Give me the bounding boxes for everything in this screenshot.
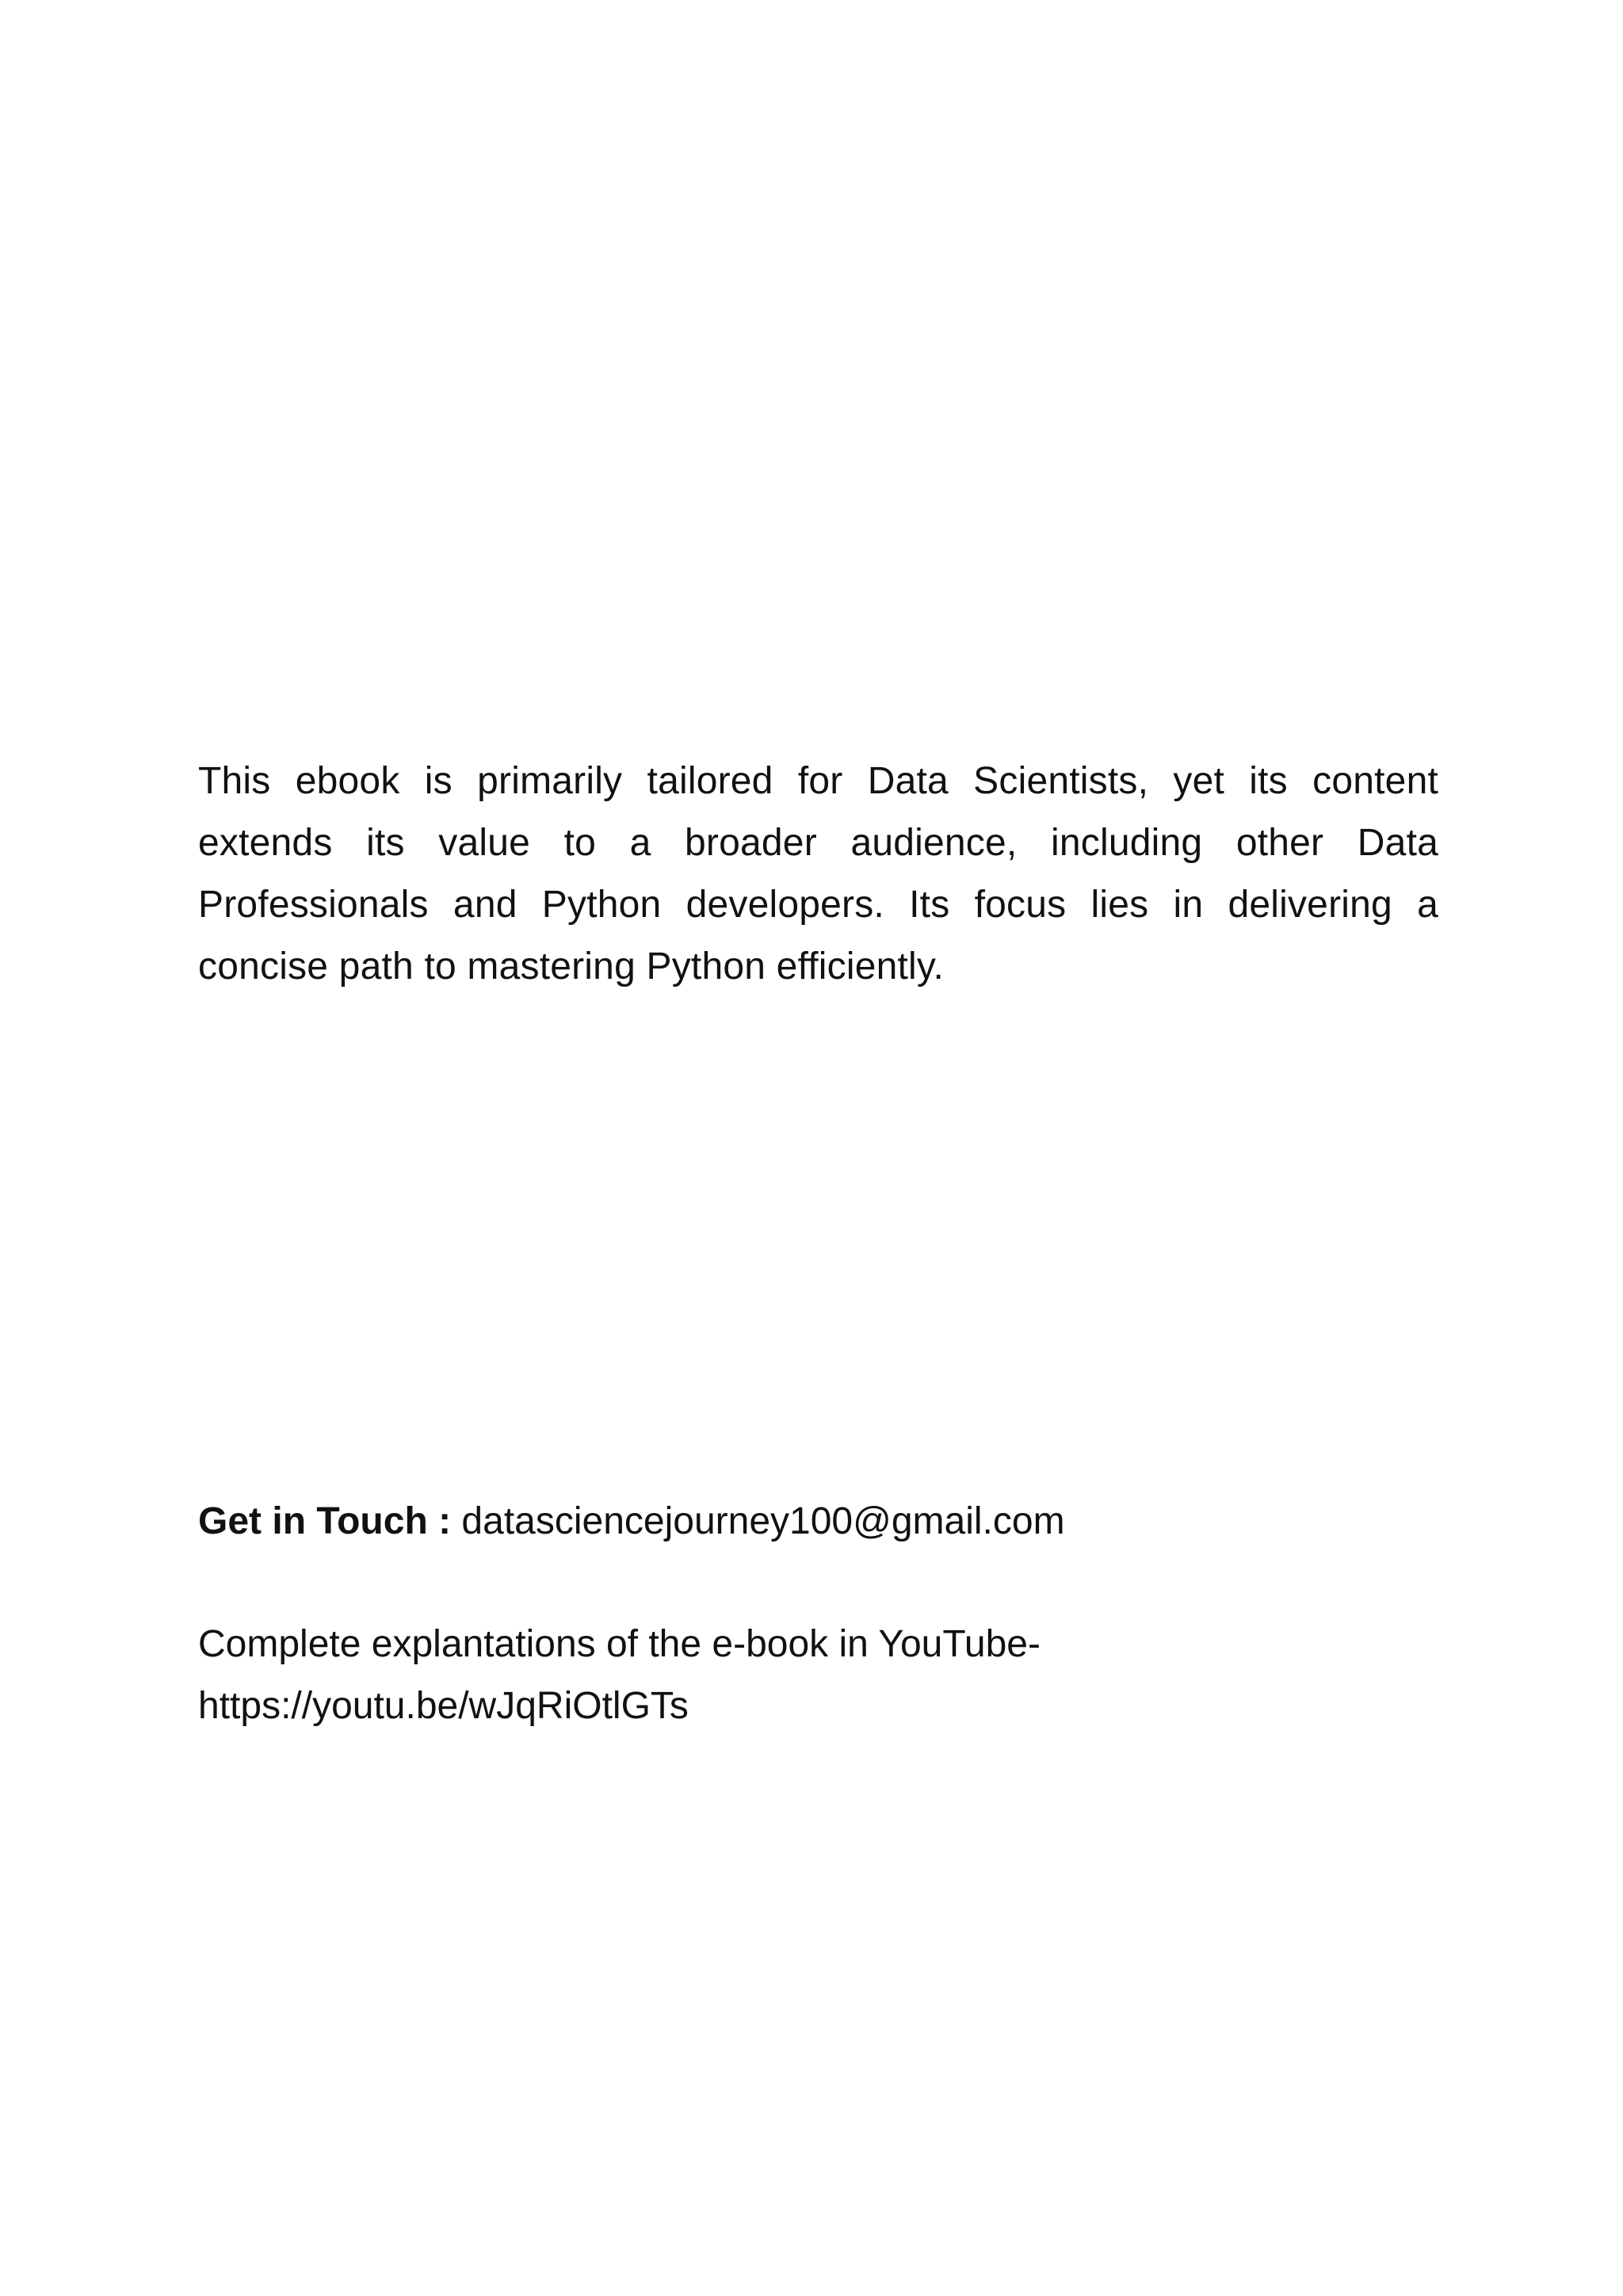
intro-paragraph: This ebook is primarily tailored for Data Scientists, yet its content extends its value to a broader audience, including other Data Professionals and Python developers. Its focus lies in delivering a concise path to mastering Python efficiently. bbox=[198, 760, 1438, 988]
youtube-paragraph bbox=[198, 1614, 1438, 1737]
youtube-link[interactable]: https://youtu.be/wJqRiOtlGTs bbox=[198, 1685, 689, 1727]
youtube-text: Complete explantations of the e-book in YouTube- bbox=[198, 1623, 1041, 1665]
contact-line bbox=[198, 1491, 1438, 1553]
contact-email-link[interactable]: datasciencejourney100@gmail.com bbox=[461, 1500, 1065, 1542]
contact-label: Get in Touch : bbox=[198, 1500, 452, 1542]
